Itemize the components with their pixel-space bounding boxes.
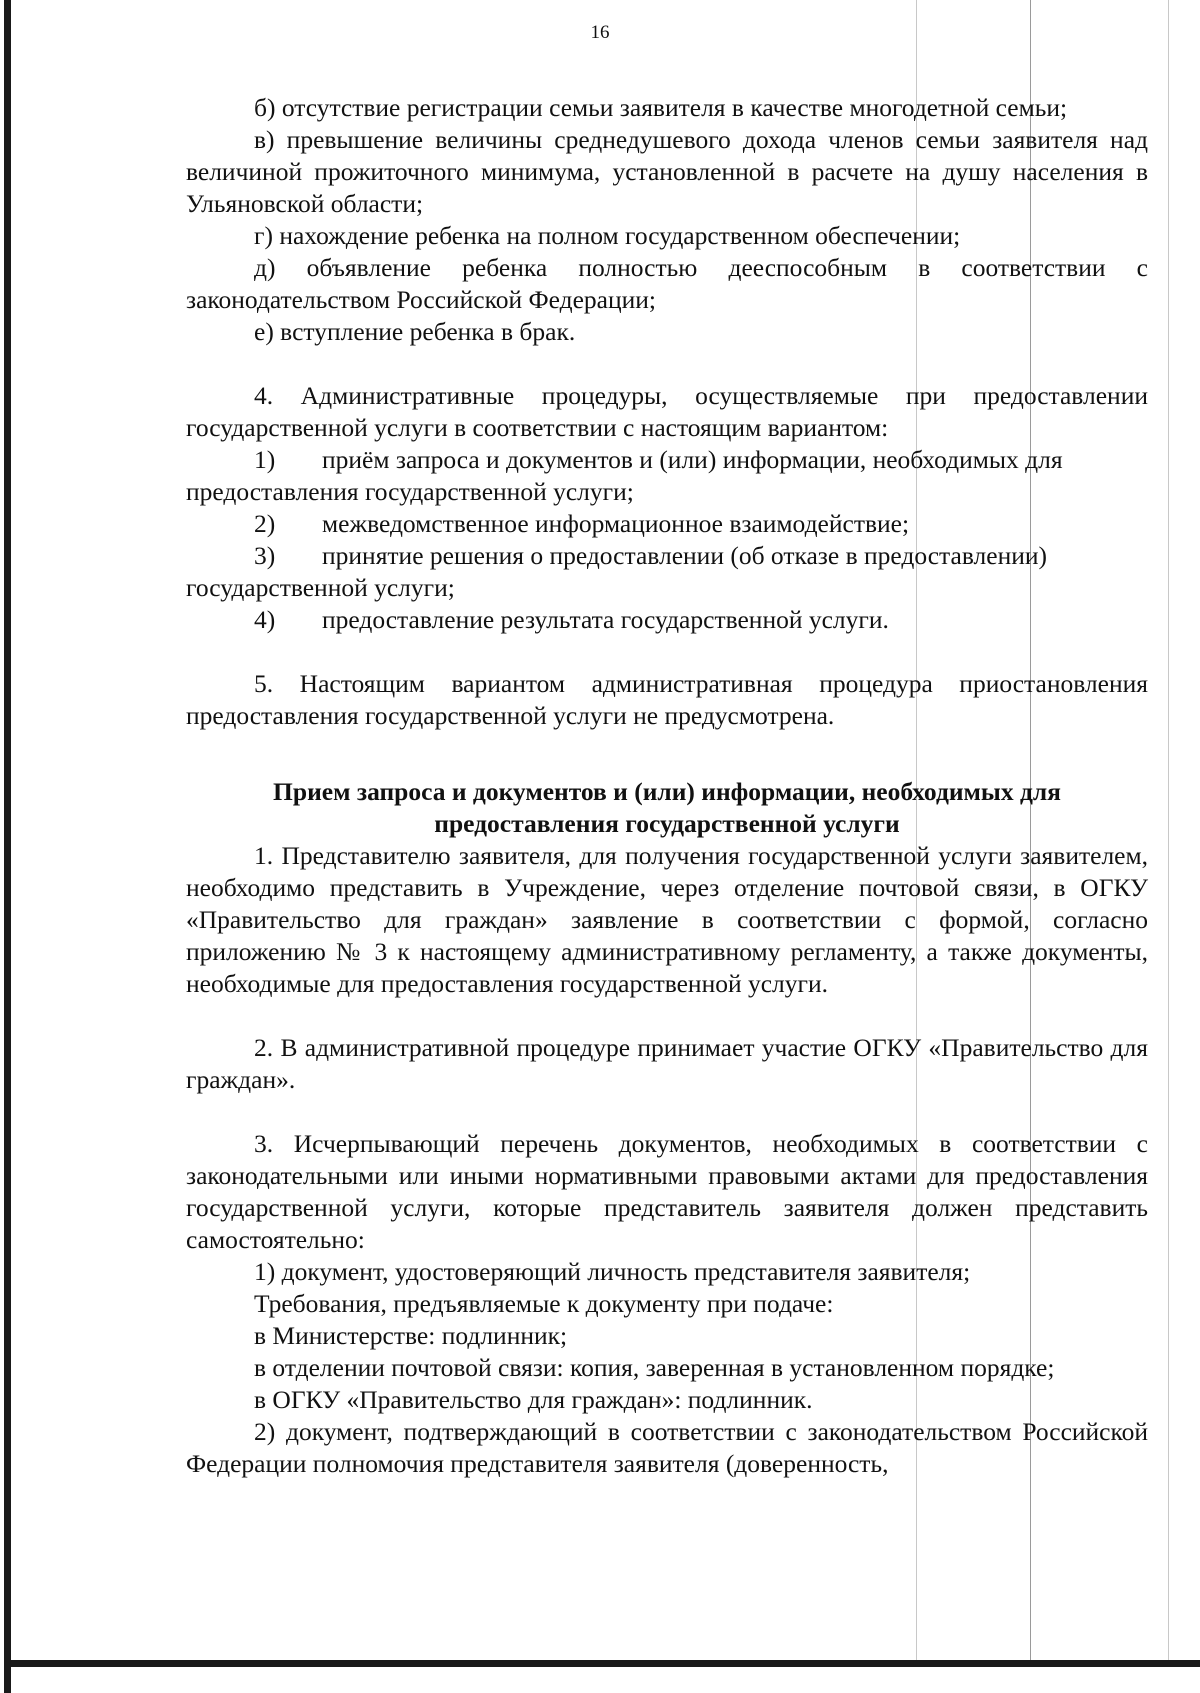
- list-item-number: 4): [254, 605, 276, 634]
- list-item-number: 3): [254, 541, 276, 570]
- list-item-continuation: предоставления государственной услуги;: [186, 477, 634, 506]
- list-item-number: 1): [254, 445, 276, 474]
- paragraph-v: в) превышение величины среднедушевого дохода членов семьи заявителя над величиной прожиточного минимума, установленной в расчете на душу населения в Ульяновской области;: [186, 125, 1148, 218]
- section-heading: [186, 776, 1148, 840]
- section-5-paragraph: 5. Настоящим вариантом административная процедура приостановления предоставления государственной услуги не предусмотрена.: [186, 669, 1148, 730]
- subsection-paragraph-2: 2. В административной процедуре принимает участие ОГКУ «Правительство для граждан».: [186, 1033, 1148, 1094]
- section-4-intro: 4. Административные процедуры, осуществляемые при предоставлении государственной услуги в соответствии с настоящим вариантом:: [186, 381, 1148, 442]
- heading-line-1: Прием запроса и документов и (или) информации, необходимых для: [273, 777, 1061, 806]
- list-item-text: предоставление результата государственной услуги.: [322, 605, 889, 634]
- requirements-title: Требования, предъявляемые к документу при подаче:: [254, 1289, 834, 1318]
- document-body: [186, 92, 1148, 1480]
- list-item-continuation: государственной услуги;: [186, 573, 455, 602]
- scan-border-left: [4, 0, 11, 1693]
- page-number: 16: [590, 22, 610, 43]
- subsection-paragraph-3: 3. Исчерпывающий перечень документов, необходимых в соответствии с законодательными или иными нормативными правовыми актами для предоставления государственной услуги, которые представитель заявителя должен представить самостоятельно:: [186, 1129, 1148, 1254]
- document-item-1: 1) документ, удостоверяющий личность представителя заявителя;: [254, 1257, 971, 1286]
- list-item-number: 2): [254, 509, 276, 538]
- heading-line-2: предоставления государственной услуги: [434, 809, 900, 838]
- document-item-2: 2) документ, подтверждающий в соответствии с законодательством Российской Федерации полномочия представителя заявителя (доверенность,: [186, 1417, 1148, 1478]
- spacer: [186, 1096, 1148, 1128]
- requirement-post: в отделении почтовой связи: копия, заверенная в установленном порядке;: [254, 1353, 1055, 1382]
- paragraph-g: г) нахождение ребенка на полном государственном обеспечении;: [254, 221, 961, 250]
- spacer: [186, 1000, 1148, 1032]
- paragraph-b: б) отсутствие регистрации семьи заявителя в качестве многодетной семьи;: [254, 93, 1068, 122]
- spacer: [186, 348, 1148, 380]
- requirement-ogku: в ОГКУ «Правительство для граждан»: подлинник.: [254, 1385, 813, 1414]
- requirement-ministry: в Министерстве: подлинник;: [254, 1321, 568, 1350]
- scan-edge-line: [1168, 0, 1169, 1660]
- subsection-paragraph-1: 1. Представителю заявителя, для получения государственной услуги заявителем, необходимо представить в Учреждение, через отделение почтовой связи, в ОГКУ «Правительство для граждан» заявление в соответствии с формой, согласно приложению № 3 к настоящему административному регламенту, а также документы, необходимые для предоставления государственной услуги.: [186, 841, 1148, 998]
- list-item: [254, 444, 1148, 476]
- paragraph-e: е) вступление ребенка в брак.: [254, 317, 576, 346]
- scan-border-bottom: [4, 1660, 1200, 1667]
- spacer: [186, 636, 1148, 668]
- list-item: [254, 540, 1148, 572]
- paragraph-d: д) объявление ребенка полностью дееспособным в соответствии с законодательством Российской Федерации;: [186, 253, 1148, 314]
- list-item-text: межведомственное информационное взаимодействие;: [322, 509, 910, 538]
- list-item-text: принятие решения о предоставлении (об отказе в предоставлении): [322, 541, 1047, 570]
- list-item: [254, 604, 1148, 636]
- list-item: [254, 508, 1148, 540]
- spacer: [186, 732, 1148, 764]
- list-item-text: приём запроса и документов и (или) информации, необходимых для: [322, 445, 1063, 474]
